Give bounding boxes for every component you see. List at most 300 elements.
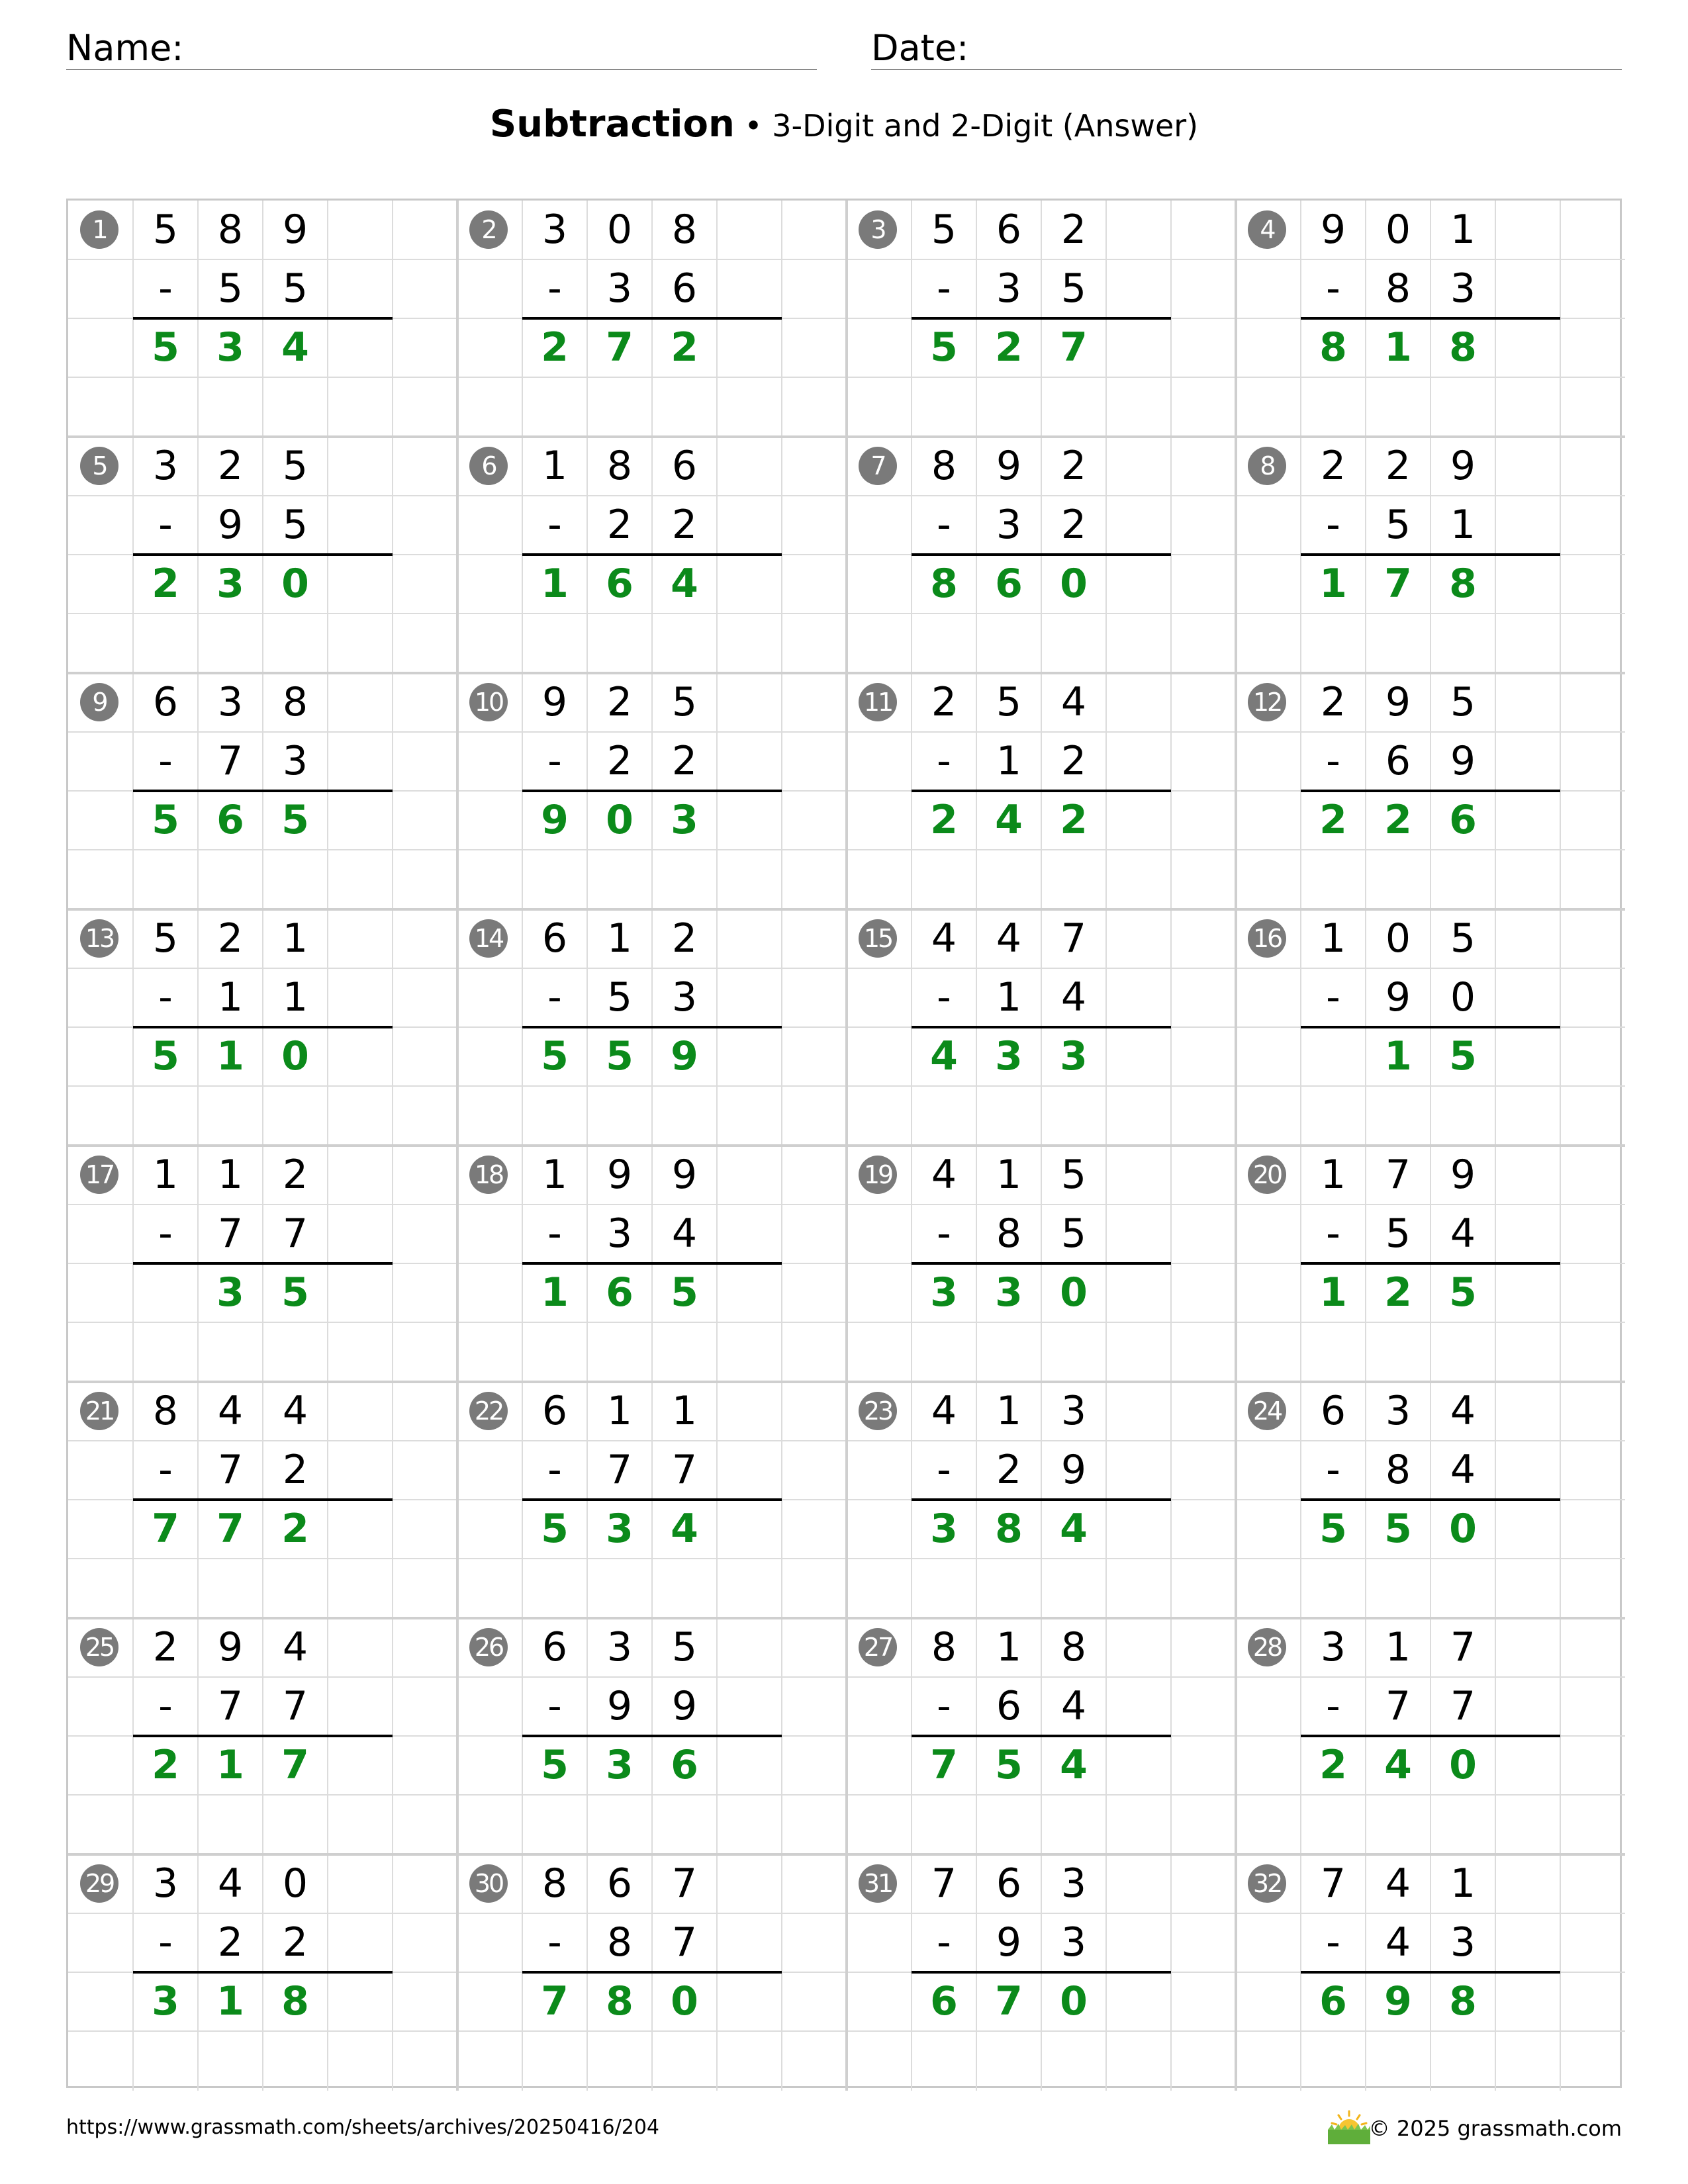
problem-number-badge: 21 <box>80 1392 118 1430</box>
problem-number-badge: 25 <box>80 1628 118 1666</box>
subtrahend-digit: 7 <box>1450 1683 1476 1729</box>
minuend-digit: 6 <box>541 1624 568 1670</box>
minus-sign: - <box>937 265 951 312</box>
answer-digit: 8 <box>995 1506 1023 1552</box>
answer-digit: 2 <box>1319 797 1347 843</box>
answer-digit: 6 <box>995 561 1023 607</box>
subtrahend-digit: 1 <box>217 974 244 1021</box>
minuend-digit: 2 <box>606 679 633 725</box>
answer-digit: 6 <box>606 1269 633 1316</box>
answer-digit: 2 <box>1060 797 1088 843</box>
minuend-digit: 1 <box>1385 1624 1411 1670</box>
answer-digit: 8 <box>1449 324 1477 371</box>
block-divider <box>456 673 459 909</box>
answer-digit: 3 <box>606 1742 633 1788</box>
answer-digit: 5 <box>152 324 179 371</box>
minuend-digit: 3 <box>1060 1860 1087 1907</box>
answer-digit: 3 <box>216 324 244 371</box>
answer-digit: 1 <box>1384 324 1412 371</box>
minuend-digit: 5 <box>282 443 308 489</box>
minuend-digit: 4 <box>1385 1860 1411 1907</box>
problem-number-badge: 27 <box>859 1628 897 1666</box>
block-divider <box>1235 1618 1237 1854</box>
minuend-digit: 3 <box>217 679 244 725</box>
subtrahend-digit: 3 <box>1060 1919 1087 1966</box>
problem-20 <box>1236 1146 1625 1382</box>
grass-sun-icon <box>1327 2110 1372 2144</box>
answer-digit: 2 <box>152 561 179 607</box>
answer-digit: 3 <box>995 1269 1023 1316</box>
problem-6 <box>457 437 847 673</box>
problem-number-badge: 6 <box>469 447 508 485</box>
answer-digit: 4 <box>281 324 309 371</box>
minuend-digit: 9 <box>541 679 568 725</box>
minuend-digit: 1 <box>606 1388 633 1434</box>
minuend-digit: 3 <box>152 443 179 489</box>
subtrahend-digit: 1 <box>282 974 308 1021</box>
problem-number-badge: 7 <box>859 447 897 485</box>
block-divider <box>845 1618 848 1854</box>
answer-digit: 6 <box>1449 797 1477 843</box>
subtrahend-digit: 4 <box>1385 1919 1411 1966</box>
answer-digit: 9 <box>671 1033 698 1079</box>
block-divider <box>1235 1854 1237 2091</box>
subtrahend-digit: 6 <box>1385 738 1411 784</box>
answer-digit: 7 <box>606 324 633 371</box>
subtrahend-digit: 7 <box>282 1683 308 1729</box>
minuend-digit: 7 <box>1450 1624 1476 1670</box>
subtrahend-digit: 4 <box>1060 1683 1087 1729</box>
block-divider <box>1235 437 1237 673</box>
problem-11 <box>847 673 1236 909</box>
subtrahend-digit: 5 <box>1060 1210 1087 1257</box>
date-label: Date: <box>871 27 969 69</box>
answer-digit: 5 <box>1319 1506 1347 1552</box>
minuend-digit: 9 <box>217 1624 244 1670</box>
answer-digit: 8 <box>1449 1978 1477 2025</box>
minuend-digit: 9 <box>282 206 308 253</box>
subtrahend-digit: 2 <box>606 502 633 548</box>
subtrahend-digit: 9 <box>671 1683 698 1729</box>
minuend-digit: 1 <box>282 915 308 962</box>
problem-number-badge: 14 <box>469 919 508 958</box>
problem-3 <box>847 201 1236 437</box>
subtrahend-digit: 3 <box>996 265 1022 312</box>
subtrahend-digit: 4 <box>671 1210 698 1257</box>
minus-sign: - <box>547 1919 562 1966</box>
worksheet-title <box>0 103 1688 146</box>
minuend-digit: 8 <box>671 206 698 253</box>
minus-sign: - <box>158 502 173 548</box>
minuend-digit: 8 <box>931 1624 957 1670</box>
subtrahend-digit: 5 <box>282 502 308 548</box>
answer-digit: 3 <box>995 1033 1023 1079</box>
minus-sign: - <box>1326 1683 1340 1729</box>
minuend-digit: 7 <box>1320 1860 1346 1907</box>
minuend-digit: 8 <box>541 1860 568 1907</box>
minuend-digit: 9 <box>1385 679 1411 725</box>
subtrahend-digit: 4 <box>1450 1447 1476 1493</box>
name-field[interactable] <box>66 24 817 70</box>
subtrahend-digit: 2 <box>606 738 633 784</box>
answer-digit: 5 <box>606 1033 633 1079</box>
subtrahend-digit: 7 <box>606 1447 633 1493</box>
minuend-digit: 6 <box>606 1860 633 1907</box>
subtrahend-digit: 3 <box>606 265 633 312</box>
block-divider <box>456 201 459 437</box>
minuend-digit: 2 <box>282 1152 308 1198</box>
minus-sign: - <box>158 1683 173 1729</box>
minuend-digit: 1 <box>996 1388 1022 1434</box>
minuend-digit: 7 <box>671 1860 698 1907</box>
minus-sign: - <box>547 738 562 784</box>
answer-digit: 5 <box>671 1269 698 1316</box>
minus-sign: - <box>1326 974 1340 1021</box>
block-divider <box>845 673 848 909</box>
answer-digit: 2 <box>1319 1742 1347 1788</box>
answer-digit: 3 <box>671 797 698 843</box>
subtrahend-digit: 5 <box>1385 1210 1411 1257</box>
answer-digit: 0 <box>1060 1269 1088 1316</box>
answer-digit: 2 <box>995 324 1023 371</box>
minuend-digit: 5 <box>1450 915 1476 962</box>
problem-32 <box>1236 1854 1625 2091</box>
answer-digit: 1 <box>216 1033 244 1079</box>
problem-8 <box>1236 437 1625 673</box>
footer-url[interactable]: https://www.grassmath.com/sheets/archives/20250416/204 <box>66 2116 660 2139</box>
answer-digit: 1 <box>1384 1033 1412 1079</box>
minuend-digit: 1 <box>1450 206 1476 253</box>
answer-digit: 9 <box>541 797 569 843</box>
minuend-digit: 3 <box>541 206 568 253</box>
subtrahend-digit: 6 <box>996 1683 1022 1729</box>
answer-digit: 0 <box>281 1033 309 1079</box>
problem-number-badge: 17 <box>80 1156 118 1194</box>
minuend-digit: 9 <box>996 443 1022 489</box>
subtrahend-digit: 2 <box>671 738 698 784</box>
answer-digit: 4 <box>671 1506 698 1552</box>
answer-digit: 5 <box>1384 1506 1412 1552</box>
minus-sign: - <box>937 1447 951 1493</box>
problem-23 <box>847 1382 1236 1618</box>
problem-number-badge: 32 <box>1248 1864 1286 1903</box>
answer-digit: 8 <box>1319 324 1347 371</box>
minus-sign: - <box>158 265 173 312</box>
minuend-digit: 0 <box>282 1860 308 1907</box>
block-divider <box>456 1618 459 1854</box>
answer-digit: 0 <box>281 561 309 607</box>
footer-copyright: © 2025 grassmath.com <box>1368 2116 1622 2141</box>
minuend-digit: 5 <box>996 679 1022 725</box>
problem-number-badge: 29 <box>80 1864 118 1903</box>
answer-digit: 2 <box>541 324 569 371</box>
answer-digit: 4 <box>671 561 698 607</box>
subtrahend-digit: 9 <box>1385 974 1411 1021</box>
answer-digit: 2 <box>1384 797 1412 843</box>
block-divider <box>845 1854 848 2091</box>
minuend-digit: 1 <box>541 443 568 489</box>
minuend-digit: 6 <box>152 679 179 725</box>
minus-sign: - <box>547 265 562 312</box>
answer-digit: 4 <box>1060 1742 1088 1788</box>
minus-sign: - <box>547 974 562 1021</box>
answer-digit: 0 <box>1060 1978 1088 2025</box>
problem-number-badge: 28 <box>1248 1628 1286 1666</box>
problem-21 <box>68 1382 457 1618</box>
answer-digit: 3 <box>930 1269 958 1316</box>
problem-number-badge: 13 <box>80 919 118 958</box>
problem-number-badge: 10 <box>469 683 508 721</box>
minuend-digit: 3 <box>152 1860 179 1907</box>
block-divider <box>845 201 848 437</box>
minuend-digit: 5 <box>671 1624 698 1670</box>
subtrahend-digit: 8 <box>996 1210 1022 1257</box>
answer-digit: 0 <box>1060 561 1088 607</box>
minus-sign: - <box>937 1683 951 1729</box>
minus-sign: - <box>1326 1447 1340 1493</box>
subtrahend-digit: 9 <box>996 1919 1022 1966</box>
subtrahend-digit: 2 <box>217 1919 244 1966</box>
answer-digit: 2 <box>671 324 698 371</box>
block-divider <box>845 437 848 673</box>
answer-digit: 7 <box>541 1978 569 2025</box>
minuend-digit: 9 <box>1450 1152 1476 1198</box>
block-divider <box>1235 201 1237 437</box>
minuend-digit: 2 <box>217 443 244 489</box>
minuend-digit: 6 <box>996 206 1022 253</box>
minuend-digit: 7 <box>931 1860 957 1907</box>
answer-digit: 7 <box>216 1506 244 1552</box>
minuend-digit: 5 <box>931 206 957 253</box>
problem-number-badge: 22 <box>469 1392 508 1430</box>
minuend-digit: 7 <box>1385 1152 1411 1198</box>
minuend-digit: 0 <box>1385 206 1411 253</box>
minuend-digit: 5 <box>152 206 179 253</box>
minuend-digit: 9 <box>1450 443 1476 489</box>
minuend-digit: 6 <box>996 1860 1022 1907</box>
problem-27 <box>847 1618 1236 1854</box>
subtrahend-digit: 2 <box>282 1919 308 1966</box>
subtrahend-digit: 3 <box>996 502 1022 548</box>
problem-2 <box>457 201 847 437</box>
answer-digit: 6 <box>930 1978 958 2025</box>
answer-digit: 6 <box>216 797 244 843</box>
minus-sign: - <box>937 974 951 1021</box>
answer-digit: 1 <box>216 1742 244 1788</box>
answer-digit: 0 <box>1449 1506 1477 1552</box>
answer-digit: 5 <box>541 1742 569 1788</box>
subtrahend-digit: 3 <box>1450 1919 1476 1966</box>
problem-number-badge: 1 <box>80 210 118 249</box>
problem-26 <box>457 1618 847 1854</box>
problem-number-badge: 31 <box>859 1864 897 1903</box>
problem-number-badge: 2 <box>469 210 508 249</box>
minuend-digit: 4 <box>282 1388 308 1434</box>
minuend-digit: 6 <box>541 915 568 962</box>
subtrahend-digit: 3 <box>282 738 308 784</box>
block-divider <box>456 1146 459 1382</box>
answer-digit: 2 <box>1384 1269 1412 1316</box>
problem-number-badge: 15 <box>859 919 897 958</box>
minuend-digit: 6 <box>541 1388 568 1434</box>
problem-17 <box>68 1146 457 1382</box>
subtrahend-digit: 3 <box>606 1210 633 1257</box>
subtrahend-digit: 2 <box>996 1447 1022 1493</box>
minuend-digit: 8 <box>217 206 244 253</box>
problem-5 <box>68 437 457 673</box>
minuend-digit: 0 <box>1385 915 1411 962</box>
answer-digit: 2 <box>281 1506 309 1552</box>
minuend-digit: 2 <box>1060 206 1087 253</box>
answer-digit: 6 <box>606 561 633 607</box>
answer-digit: 0 <box>606 797 633 843</box>
problem-1 <box>68 201 457 437</box>
subtrahend-digit: 2 <box>671 502 698 548</box>
problem-18 <box>457 1146 847 1382</box>
minuend-digit: 3 <box>1060 1388 1087 1434</box>
subtrahend-digit: 8 <box>1385 265 1411 312</box>
subtrahend-digit: 9 <box>1450 738 1476 784</box>
answer-digit: 5 <box>1449 1269 1477 1316</box>
problem-number-badge: 26 <box>469 1628 508 1666</box>
block-divider <box>456 1854 459 2091</box>
minus-sign: - <box>937 738 951 784</box>
problem-25 <box>68 1618 457 1854</box>
minuend-digit: 6 <box>671 443 698 489</box>
answer-digit: 1 <box>541 561 569 607</box>
subtrahend-digit: 7 <box>217 1683 244 1729</box>
minuend-digit: 8 <box>931 443 957 489</box>
subtrahend-digit: 9 <box>1060 1447 1087 1493</box>
answer-digit: 1 <box>216 1978 244 2025</box>
minuend-digit: 3 <box>606 1624 633 1670</box>
minus-sign: - <box>1326 502 1340 548</box>
answer-digit: 9 <box>1384 1978 1412 2025</box>
problem-number-badge: 3 <box>859 210 897 249</box>
minuend-digit: 2 <box>1320 443 1346 489</box>
answer-digit: 7 <box>281 1742 309 1788</box>
problem-24 <box>1236 1382 1625 1618</box>
problem-number-badge: 30 <box>469 1864 508 1903</box>
problem-number-badge: 4 <box>1248 210 1286 249</box>
minuend-digit: 2 <box>671 915 698 962</box>
answer-digit: 8 <box>281 1978 309 2025</box>
subtrahend-digit: 5 <box>606 974 633 1021</box>
subtrahend-digit: 5 <box>217 265 244 312</box>
answer-digit: 2 <box>152 1742 179 1788</box>
problem-16 <box>1236 909 1625 1146</box>
subtrahend-digit: 7 <box>671 1447 698 1493</box>
problem-number-badge: 5 <box>80 447 118 485</box>
answer-digit: 7 <box>1060 324 1088 371</box>
problem-number-badge: 23 <box>859 1392 897 1430</box>
problem-7 <box>847 437 1236 673</box>
minus-sign: - <box>1326 738 1340 784</box>
minuend-digit: 8 <box>606 443 633 489</box>
minuend-digit: 5 <box>1060 1152 1087 1198</box>
minuend-digit: 9 <box>1320 206 1346 253</box>
block-divider <box>1235 909 1237 1146</box>
minus-sign: - <box>158 1447 173 1493</box>
minuend-digit: 2 <box>152 1624 179 1670</box>
minus-sign: - <box>547 502 562 548</box>
block-divider <box>845 909 848 1146</box>
problem-number-badge: 8 <box>1248 447 1286 485</box>
block-divider <box>456 437 459 673</box>
answer-digit: 6 <box>1319 1978 1347 2025</box>
subtrahend-digit: 7 <box>282 1210 308 1257</box>
problem-number-badge: 24 <box>1248 1392 1286 1430</box>
answer-digit: 1 <box>541 1269 569 1316</box>
answer-digit: 7 <box>152 1506 179 1552</box>
problem-number-badge: 9 <box>80 683 118 721</box>
minuend-digit: 4 <box>931 915 957 962</box>
answer-digit: 5 <box>995 1742 1023 1788</box>
block-divider <box>845 1382 848 1618</box>
problem-number-badge: 18 <box>469 1156 508 1194</box>
answer-digit: 8 <box>606 1978 633 2025</box>
minuend-digit: 1 <box>671 1388 698 1434</box>
answer-digit: 3 <box>930 1506 958 1552</box>
answer-digit: 5 <box>1449 1033 1477 1079</box>
minuend-digit: 4 <box>931 1152 957 1198</box>
minus-sign: - <box>158 1919 173 1966</box>
answer-digit: 7 <box>930 1742 958 1788</box>
minus-sign: - <box>158 974 173 1021</box>
answer-digit: 1 <box>1319 1269 1347 1316</box>
problem-29 <box>68 1854 457 2091</box>
answer-digit: 4 <box>1384 1742 1412 1788</box>
subtrahend-digit: 3 <box>1450 265 1476 312</box>
minuend-digit: 1 <box>996 1152 1022 1198</box>
minuend-digit: 1 <box>606 915 633 962</box>
minus-sign: - <box>1326 265 1340 312</box>
problem-number-badge: 12 <box>1248 683 1286 721</box>
minuend-digit: 3 <box>1320 1624 1346 1670</box>
problem-4 <box>1236 201 1625 437</box>
minuend-digit: 2 <box>1060 443 1087 489</box>
answer-digit: 0 <box>671 1978 698 2025</box>
minus-sign: - <box>937 1210 951 1257</box>
date-field[interactable] <box>871 24 1622 70</box>
minuend-digit: 9 <box>671 1152 698 1198</box>
problem-31 <box>847 1854 1236 2091</box>
subtrahend-digit: 5 <box>1385 502 1411 548</box>
block-divider <box>456 1382 459 1618</box>
problem-19 <box>847 1146 1236 1382</box>
problem-14 <box>457 909 847 1146</box>
subtrahend-digit: 2 <box>282 1447 308 1493</box>
minuend-digit: 4 <box>1450 1388 1476 1434</box>
minuend-digit: 2 <box>931 679 957 725</box>
minuend-digit: 4 <box>1060 679 1087 725</box>
answer-digit: 3 <box>216 1269 244 1316</box>
minuend-digit: 5 <box>152 915 179 962</box>
minuend-digit: 9 <box>606 1152 633 1198</box>
minus-sign: - <box>1326 1210 1340 1257</box>
answer-digit: 5 <box>152 1033 179 1079</box>
minuend-digit: 1 <box>152 1152 179 1198</box>
subtrahend-digit: 4 <box>1060 974 1087 1021</box>
answer-digit: 5 <box>541 1506 569 1552</box>
problem-12 <box>1236 673 1625 909</box>
minus-sign: - <box>547 1683 562 1729</box>
minuend-digit: 2 <box>1320 679 1346 725</box>
problem-28 <box>1236 1618 1625 1854</box>
minuend-digit: 7 <box>1060 915 1087 962</box>
problem-grid <box>66 199 1622 2088</box>
minuend-digit: 4 <box>217 1860 244 1907</box>
